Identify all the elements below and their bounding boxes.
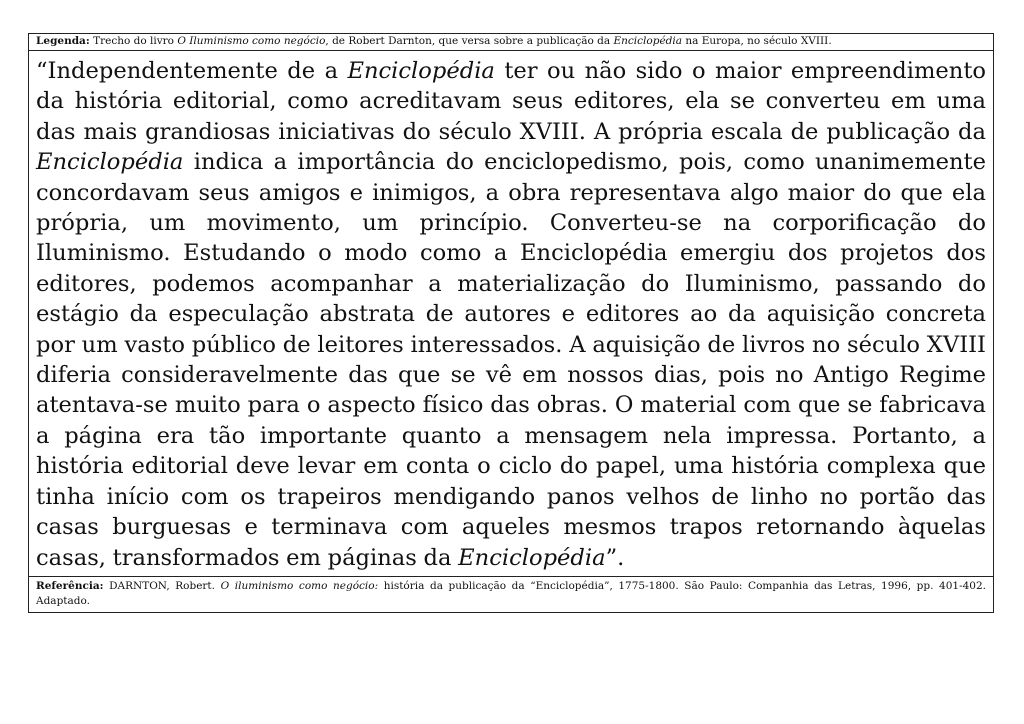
quote-segment-4: ”. <box>605 544 625 571</box>
quote-emphasis-1: Enciclopédia <box>347 58 495 84</box>
legend-text-middle: , de Robert Darnton, que versa sobre a publicação da <box>325 35 614 47</box>
quote-segment-2: ter ou não sido o maior empreendimento da história editorial, como acreditavam seus editores, ela se converteu em uma das mais grandiosas iniciativas do século XVIII. A própria escala de publicação da <box>36 58 987 145</box>
quote-emphasis-2: Enciclopédia <box>36 149 184 176</box>
legend-caption <box>29 34 993 51</box>
legend-work-title: Enciclopédia <box>613 35 683 47</box>
legend-text-end: na Europa, no século XVIII. <box>682 35 832 47</box>
quote-section <box>29 51 993 577</box>
quote-text <box>36 56 986 573</box>
reference-author: DARNTON, Robert. <box>103 579 221 592</box>
quote-emphasis-3: Enciclopédia <box>458 544 606 571</box>
legend-text: Trecho do livro <box>89 35 178 47</box>
reference-title: O iluminismo como negócio: <box>220 579 379 592</box>
reference-label: Referência: <box>36 579 104 592</box>
legend-book-title: O Iluminismo como negócio <box>177 35 326 47</box>
reference-citation <box>29 577 993 612</box>
quote-segment-1: “Independentemente de a <box>36 58 348 84</box>
reference-details: história da publicação da “Enciclopédia”, 1775-1800. São Paulo: Companhia das Letras, 1996, pp. 401-402. Adaptado. <box>36 579 986 607</box>
quote-segment-3: indica a importância do enciclopedismo, pois, como unanimemente concordavam seus amigos e inimigos, a obra representava algo maior do que ela própria, um movimento, um princípio. Converteu-se na corporificação do Iluminismo. Estudando o modo como a Enciclopédia emergiu dos projetos dos editores, podemos acompanhar a materialização do Iluminismo, passando do estágio da especulação abstrata de autores e editores ao da aquisição concreta por um vasto público de leitores interessados. A aquisição de livros no século XVIII diferia consideravelmente das que se vê em nossos dias, pois no Antigo Regime atentava-se muito para o aspecto físico das obras. O material com que se fabricava a página era tão importante quanto a mensagem nela impressa. Portanto, a história editorial deve levar em conta o ciclo do papel, uma história complexa que tinha início com os trapeiros mendigando panos velhos de linho no portão das casas burguesas e terminava com aqueles mesmos trapos retornando àquelas casas, transformados em páginas da <box>36 149 986 571</box>
quote-box <box>28 33 994 613</box>
legend-label: Legenda: <box>36 35 90 47</box>
